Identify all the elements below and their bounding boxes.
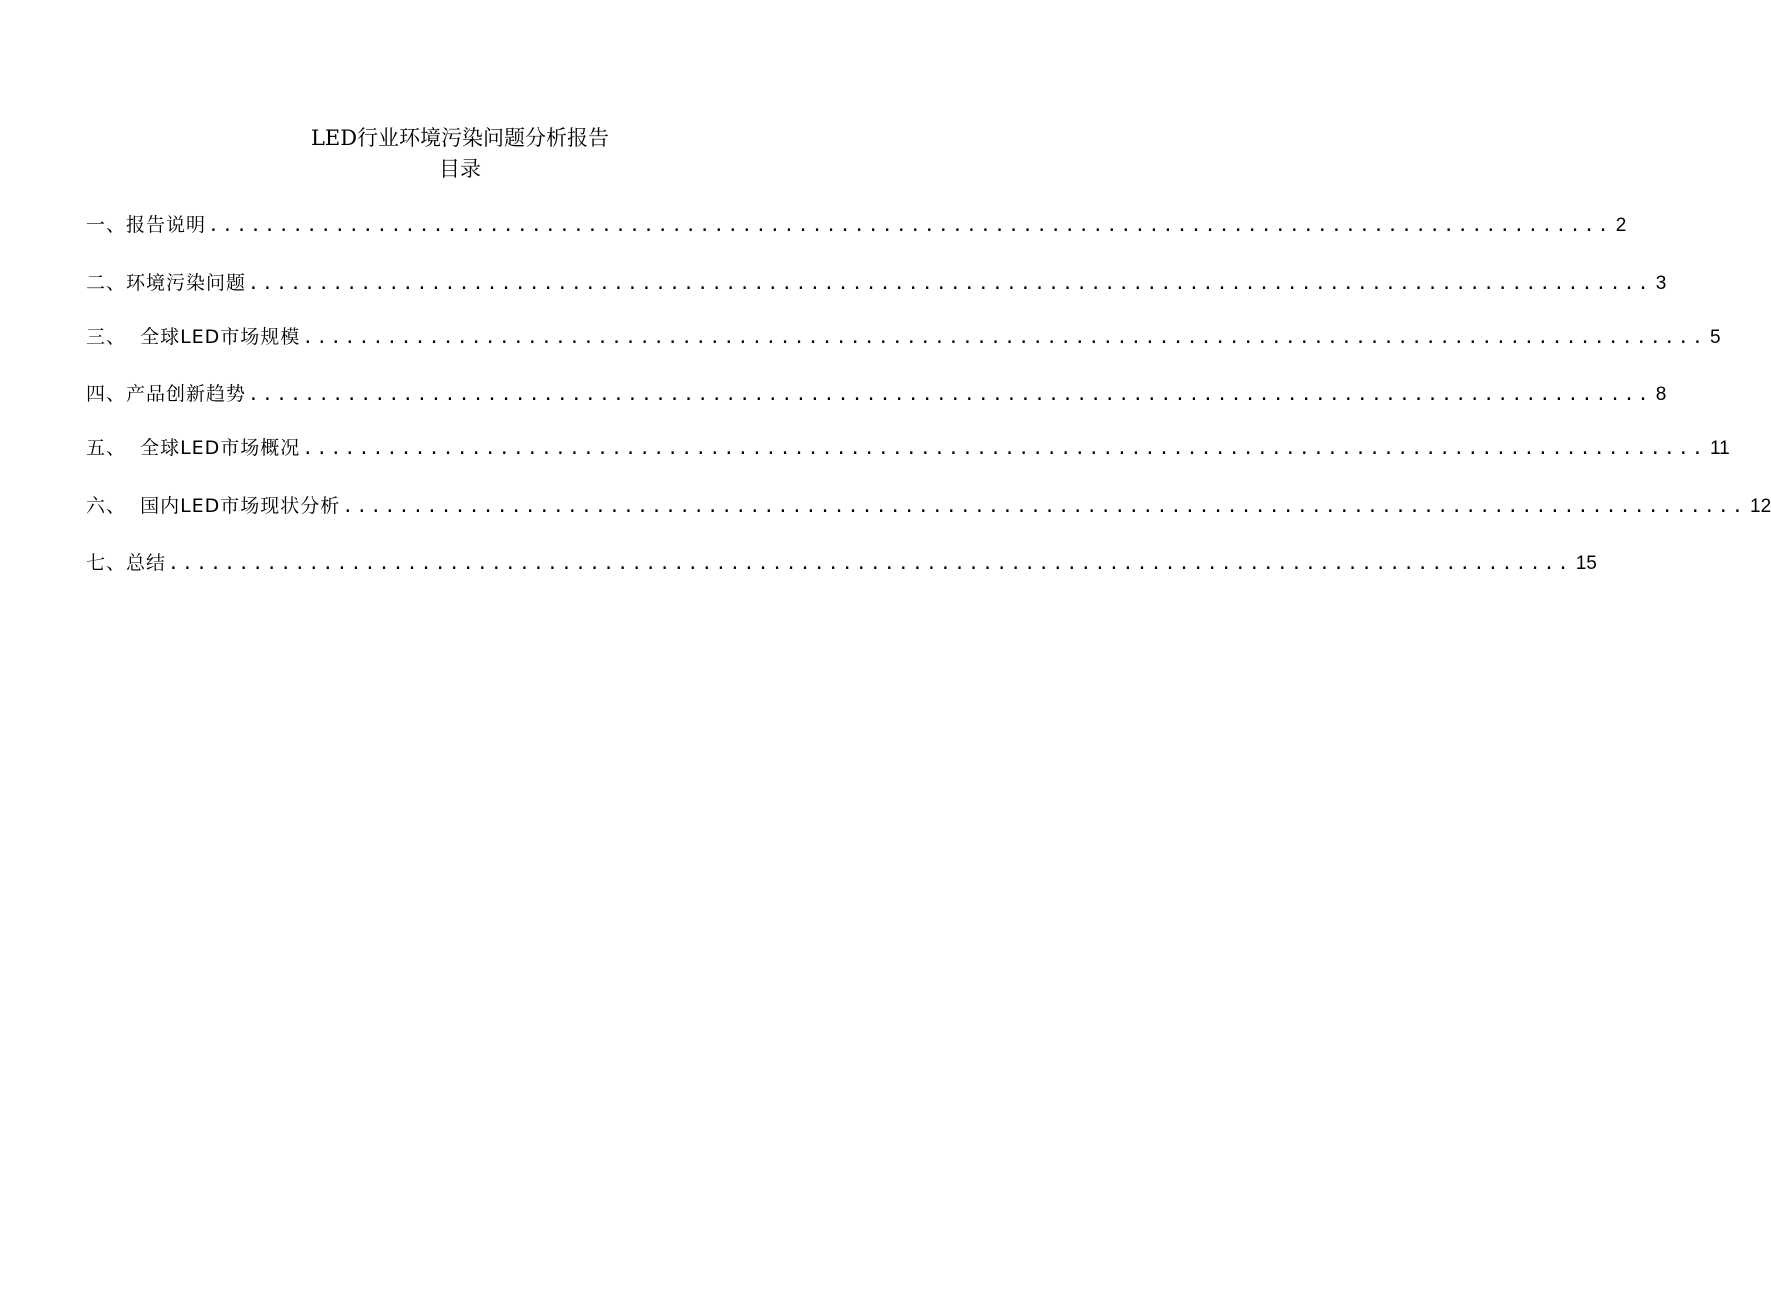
toc-entry[interactable] bbox=[86, 269, 1667, 297]
toc-page-number[interactable]: 5 bbox=[1710, 327, 1721, 348]
toc-dot-leader: .................................................................................................... bbox=[302, 327, 1707, 348]
toc-page-number[interactable]: 2 bbox=[1615, 215, 1627, 236]
toc-entry[interactable] bbox=[86, 380, 1667, 408]
toc-dot-leader: .................................................................................................... bbox=[342, 496, 1747, 517]
toc-entry-label[interactable]: 七、总结 bbox=[86, 552, 167, 574]
toc-entry[interactable] bbox=[86, 492, 1771, 520]
toc-dot-leader: .................................................................................................... bbox=[248, 273, 1652, 294]
toc-dot-leader: .................................................................................................... bbox=[248, 384, 1652, 405]
toc-page-number[interactable]: 15 bbox=[1575, 553, 1597, 574]
toc-page-number[interactable]: 3 bbox=[1655, 273, 1667, 294]
toc-page-number[interactable]: 8 bbox=[1655, 384, 1667, 405]
toc-entry-label[interactable]: 六、 国内LED市场现状分析 bbox=[86, 495, 341, 517]
toc-dot-leader: .................................................................................................... bbox=[168, 553, 1572, 574]
toc-heading: 目录 bbox=[439, 157, 481, 181]
toc-dot-leader: .................................................................................................... bbox=[302, 438, 1707, 459]
toc-dot-leader: .................................................................................................... bbox=[208, 215, 1612, 236]
toc-entry[interactable] bbox=[86, 434, 1730, 462]
toc-entry-label[interactable]: 二、环境污染问题 bbox=[86, 272, 247, 294]
toc-entry-label[interactable]: 四、产品创新趋势 bbox=[86, 383, 247, 405]
toc-entry-label[interactable]: 三、 全球LED市场规模 bbox=[86, 326, 301, 348]
table-of-contents bbox=[0, 0, 1771, 600]
document-title: LED行业环境污染问题分析报告 bbox=[310, 126, 610, 150]
toc-page-number[interactable]: 12 bbox=[1750, 496, 1771, 517]
toc-entry-label[interactable]: 五、 全球LED市场概况 bbox=[86, 437, 301, 459]
toc-entry[interactable] bbox=[86, 549, 1597, 577]
toc-entry[interactable] bbox=[86, 211, 1627, 239]
toc-page-number[interactable]: 11 bbox=[1710, 438, 1730, 459]
toc-entry-label[interactable]: 一、报告说明 bbox=[86, 214, 207, 236]
toc-entry[interactable] bbox=[86, 323, 1721, 351]
